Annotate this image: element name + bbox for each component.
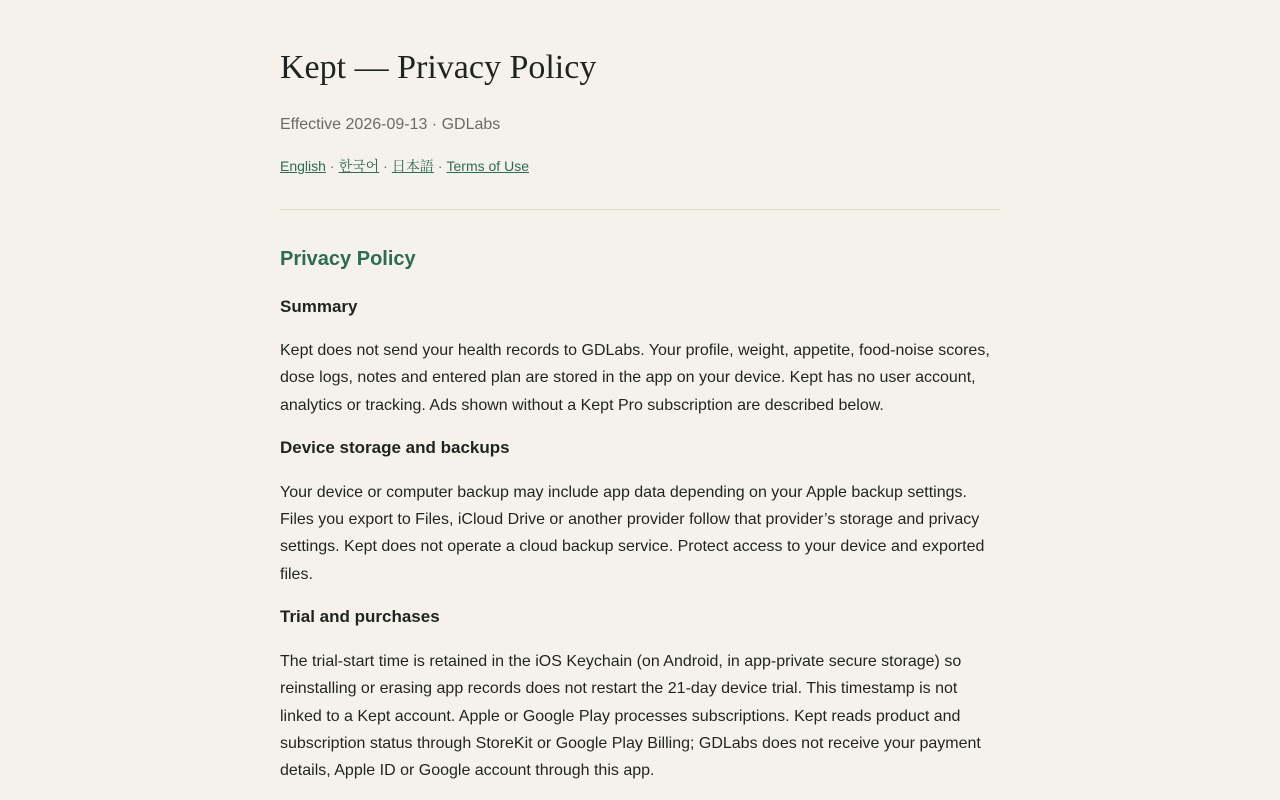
subheading-device-storage: Device storage and backups: [280, 437, 510, 457]
nav-separator: ·: [329, 158, 335, 174]
link-korean[interactable]: 한국어: [338, 158, 380, 174]
page-title: Kept — Privacy Policy: [280, 49, 597, 86]
document-page: [280, 0, 1000, 785]
effective-date-meta: Effective 2026-09-13 · GDLabs: [280, 116, 501, 133]
language-nav: [280, 157, 1000, 175]
paragraph-summary: Kept does not send your health records to GDLabs. Your profile, weight, appetite, food-noise scores, dose logs, notes and entered plan are stored in the app on your device. Kept has no user account, analytics or tracking. Ads shown without a Kept Pro subscription are described below.: [280, 342, 990, 414]
link-terms-of-use[interactable]: Terms of Use: [446, 158, 529, 174]
link-japanese[interactable]: 日本語: [391, 158, 434, 174]
link-english[interactable]: English: [280, 158, 326, 174]
paragraph-device-storage: Your device or computer backup may include app data depending on your Apple backup settings. Files you export to Files, iCloud Drive or another provider follow that provider’s storage and privacy settings. Kept does not operate a cloud backup service. Protect access to your device and exported files.: [280, 483, 985, 583]
section-heading-privacy-policy: Privacy Policy: [280, 248, 416, 270]
paragraph-trial-purchases: The trial-start time is retained in the iOS Keychain (on Android, in app-private secure storage) so reinstalling or erasing app records does not restart the 21-day device trial. This timestamp is not linked to a Kept account. Apple or Google Play processes subscriptions. Kept reads product and subscription status through StoreKit or Google Play Billing; GDLabs does not receive your payment details, Apple ID or Google account through this app.: [280, 653, 981, 780]
subheading-summary: Summary: [280, 297, 358, 316]
nav-separator: ·: [437, 158, 443, 174]
subheading-trial-purchases: Trial and purchases: [280, 607, 440, 627]
nav-separator: ·: [383, 158, 388, 174]
divider: [280, 209, 1000, 210]
